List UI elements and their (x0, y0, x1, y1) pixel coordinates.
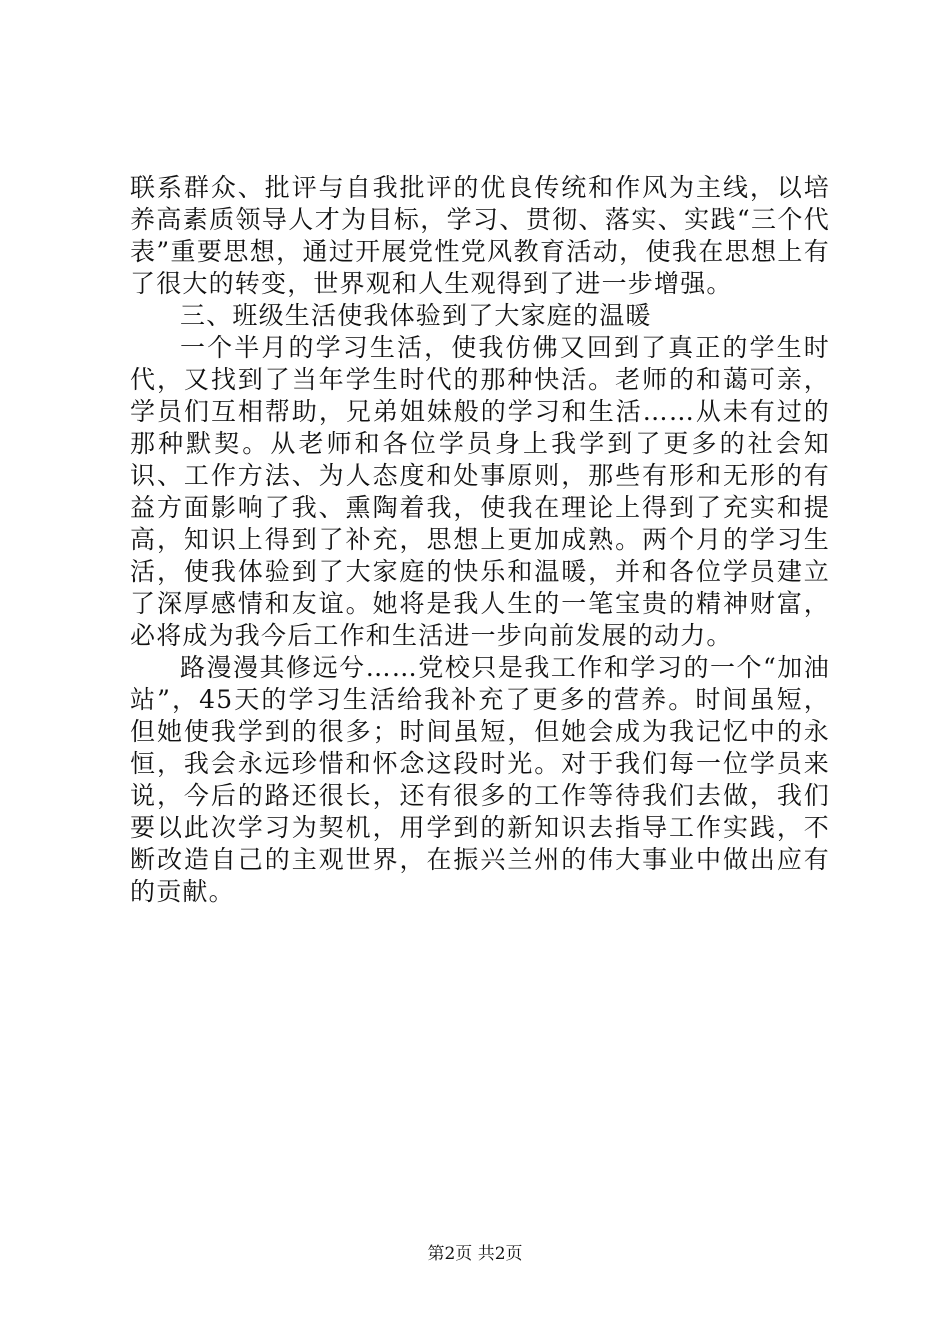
paragraph-conclusion: 路漫漫其修远兮……党校只是我工作和学习的一个“加油站”，45天的学习生活给我补充了更多的营养。时间虽短，但她使我学到的很多；时间虽短，但她会成为我记忆中的永恒，我会永远珍惜和怀念这段时光。对于我们每一位学员来说，今后的路还很长，还有很多的工作等待我们去做，我们要以此次学习为契机，用学到的新知识去指导工作实践，不断改造自己的主观世界，在振兴兰州的伟大事业中做出应有的贡献。 (130, 653, 830, 906)
document-body (130, 172, 830, 908)
paragraph-continuation: 联系群众、批评与自我批评的优良传统和作风为主线，以培养高素质领导人才为目标，学习、贯彻、落实、实践“三个代表”重要思想，通过开展党性党风教育活动，使我在思想上有了很大的转变，世界观和人生观得到了进一步增强。 (130, 173, 830, 298)
page-number-footer: 第2页 共2页 (427, 1244, 523, 1264)
paragraph-class-life: 一个半月的学习生活，使我仿佛又回到了真正的学生时代，又找到了当年学生时代的那种快活。老师的和蔼可亲，学员们互相帮助，兄弟姐妹般的学习和生活……从未有过的那种默契。从老师和各位学员身上我学到了更多的社会知识、工作方法、为人态度和处事原则，那些有形和无形的有益方面影响了我、熏陶着我，使我在理论上得到了充实和提高，知识上得到了补充，思想上更加成熟。两个月的学习生活，使我体验到了大家庭的快乐和温暖，并和各位学员建立了深厚感情和友谊。她将是我人生的一笔宝贵的精神财富，必将成为我今后工作和生活进一步向前发展的动力。 (130, 333, 830, 650)
section-heading: 三、班级生活使我体验到了大家庭的温暖 (180, 301, 652, 330)
